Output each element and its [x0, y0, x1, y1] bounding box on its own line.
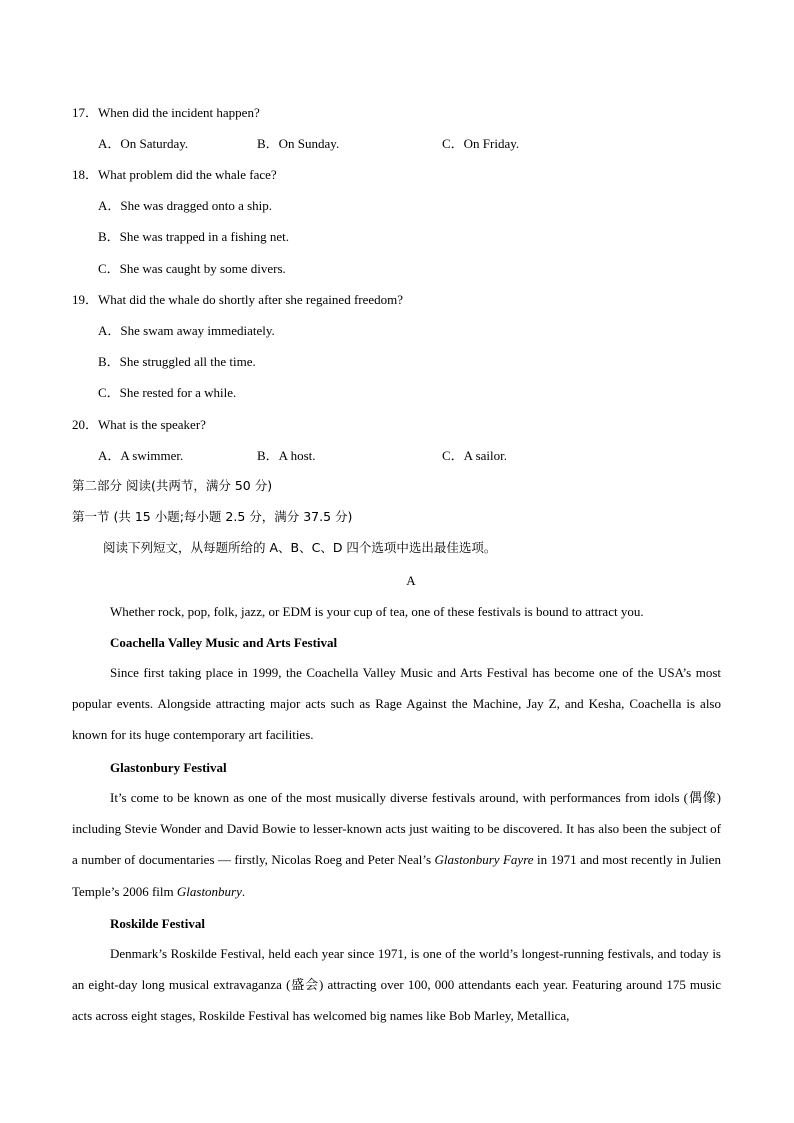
coachella-heading: Coachella Valley Music and Arts Festival — [110, 635, 338, 650]
glastonbury-text-3: . — [241, 883, 246, 899]
question-20-stem: 20．What is the speaker? — [72, 417, 206, 432]
passage-intro: Whether rock, pop, folk, jazz, or EDM is your cup of tea, one of these festivals is bound to attract you. — [110, 604, 644, 619]
roskilde-paragraph — [72, 938, 721, 1032]
glastonbury-paragraph — [72, 782, 721, 907]
question-17-option-a: A．On Saturday. — [98, 136, 189, 151]
question-19-option-a: A．She swam away immediately. — [98, 323, 275, 338]
coachella-text: Since first taking place in 1999, the Coachella Valley Music and Arts Festival has become one of the USA’s most popular events. Alongside attracting major acts such as Rage Against the Machine, Jay Z, and Kesha, Coachella is also known for its huge contemporary art facilities. — [72, 665, 721, 743]
question-19-stem: 19．What did the whale do shortly after she regained freedom? — [72, 292, 404, 307]
question-20-option-b: B．A host. — [257, 448, 316, 463]
question-18-option-a: A．She was dragged onto a ship. — [98, 198, 273, 213]
section-one-heading: 第一节 (共 15 小题;每小题 2.5 分，满分 37.5 分) — [72, 509, 353, 524]
question-20-option-a: A．A swimmer. — [98, 448, 184, 463]
question-18-stem: 18．What problem did the whale face? — [72, 167, 277, 182]
glastonbury-text-2: in 1971 and most recently in Julien Temple’s 2006 film — [72, 852, 722, 899]
question-17-option-c: C．On Friday. — [442, 136, 520, 151]
question-18-option-c: C．She was caught by some divers. — [98, 261, 286, 276]
glastonbury-text-1: It’s come to be known as one of the most musically diverse festivals around, with performances from idols (偶像) including Stevie Wonder and David Bowie to lesser-known acts just waiting to be discovered. It has also been the subject of a number of documentaries — firstly, Nicolas Roeg and Peter Neal’s — [72, 790, 721, 868]
roskilde-heading: Roskilde Festival — [110, 916, 205, 931]
passage-label: A — [406, 573, 416, 588]
question-19-option-b: B．She struggled all the time. — [98, 354, 256, 369]
coachella-paragraph — [72, 657, 721, 751]
question-17-stem: 17．When did the incident happen? — [72, 105, 260, 120]
question-18-option-b: B．She was trapped in a fishing net. — [98, 229, 289, 244]
question-20-option-c: C．A sailor. — [442, 448, 508, 463]
reading-instruction: 阅读下列短文，从每题所给的 A、B、C、D 四个选项中选出最佳选项。 — [103, 540, 497, 555]
glastonbury-film-2: Glastonbury — [176, 883, 242, 899]
roskilde-text: Denmark’s Roskilde Festival, held each year since 1971, is one of the world’s longest-running festivals, and today is an eight-day long musical extravaganza (盛会) attracting over 100, 000 attendants each year. Featuring around 175 music acts across eight stages, Roskilde Festival has welcomed big names like Bob Marley, Metallica, — [72, 946, 721, 1024]
glastonbury-heading: Glastonbury Festival — [110, 760, 227, 775]
question-17-option-b: B．On Sunday. — [257, 136, 340, 151]
part-two-heading: 第二部分 阅读(共两节，满分 50 分) — [72, 478, 273, 493]
question-19-option-c: C．She rested for a while. — [98, 385, 237, 400]
glastonbury-film-1: Glastonbury Fayre — [434, 852, 534, 868]
